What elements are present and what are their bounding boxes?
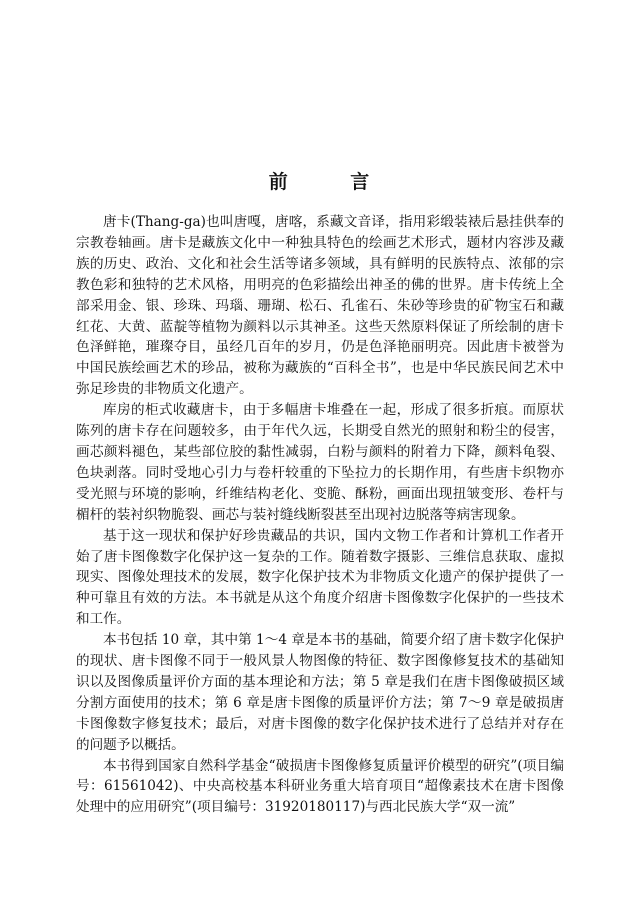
page-title: 前 言: [268, 171, 398, 193]
paragraph: 基于这一现状和保护好珍贵藏品的共识，国内文物工作者和计算机工作者开始了唐卡图像数字化保护这一复杂的工作。随着数字摄影、三维信息获取、虚拟现实、图像处理技术的发展，数字化保护技术为非物质文化遗产的保护提供了一种可靠且有效的方法。本书就是从这个角度介绍唐卡图像数字化保护的一些技术和工作。: [76, 527, 564, 628]
preface-body: [76, 212, 564, 818]
paragraph: 本书得到国家自然科学基金“破损唐卡图像修复质量评价模型的研究”(项目编号：61561042)、中央高校基本科研业务重大培育项目“超像素技术在唐卡图像处理中的应用研究”(项目编号：31920180117)与西北民族大学“双一流”: [76, 757, 564, 816]
paragraph: 本书包括 10 章，其中第 1～4 章是本书的基础，简要介绍了唐卡数字化保护的现状、唐卡图像不同于一般风景人物图像的特征、数字图像修复技术的基础知识以及图像质量评价方面的基本理论和方法；第 5 章是我们在唐卡图像破损区域分割方面使用的技术；第 6 章是唐卡图像的质量评价方法；第 7～9 章是破损唐卡图像数字修复技术；最后，对唐卡图像的数字化保护技术进行了总结并对存在的问题予以概括。: [76, 632, 564, 753]
paragraph: 库房的柜式收藏唐卡，由于多幅唐卡堆叠在一起，形成了很多折痕。而原状陈列的唐卡存在问题较多，由于年代久远，长期受自然光的照射和粉尘的侵害，画芯颜料褪色，某些部位胶的黏性减弱，白粉与颜料的附着力下降，颜料龟裂、色块剥落。同时受地心引力与卷杆较重的下坠拉力的长期作用，有些唐卡织物亦受光照与环境的影响，纤维结构老化、变脆、酥粉，画面出现扭皱变形、卷杆与楣杆的装衬织物脆裂、画芯与装衬缝线断裂甚至出现衬边脱落等病害现象。: [76, 402, 564, 523]
paragraph: 唐卡(Thang-ga)也叫唐嘎，唐喀，系藏文音译，指用彩缎装裱后悬挂供奉的宗教卷轴画。唐卡是藏族文化中一种独具特色的绘画艺术形式，题材内容涉及藏族的历史、政治、文化和社会生活等诸多领域，具有鲜明的民族特点、浓郁的宗教色彩和独特的艺术风格，用明亮的色彩描绘出神圣的佛的世界。唐卡传统上全部采用金、银、珍珠、玛瑙、珊瑚、松石、孔雀石、朱砂等珍贵的矿物宝石和藏红花、大黄、蓝靛等植物为颜料以示其神圣。这些天然原料保证了所绘制的唐卡色泽鲜艳，璀璨夺目，虽经几百年的岁月，仍是色泽艳丽明亮。因此唐卡被誉为中国民族绘画艺术的珍品，被称为藏族的“百科全书”，也是中华民族民间艺术中弥足珍贵的非物质文化遗产。: [76, 214, 564, 398]
